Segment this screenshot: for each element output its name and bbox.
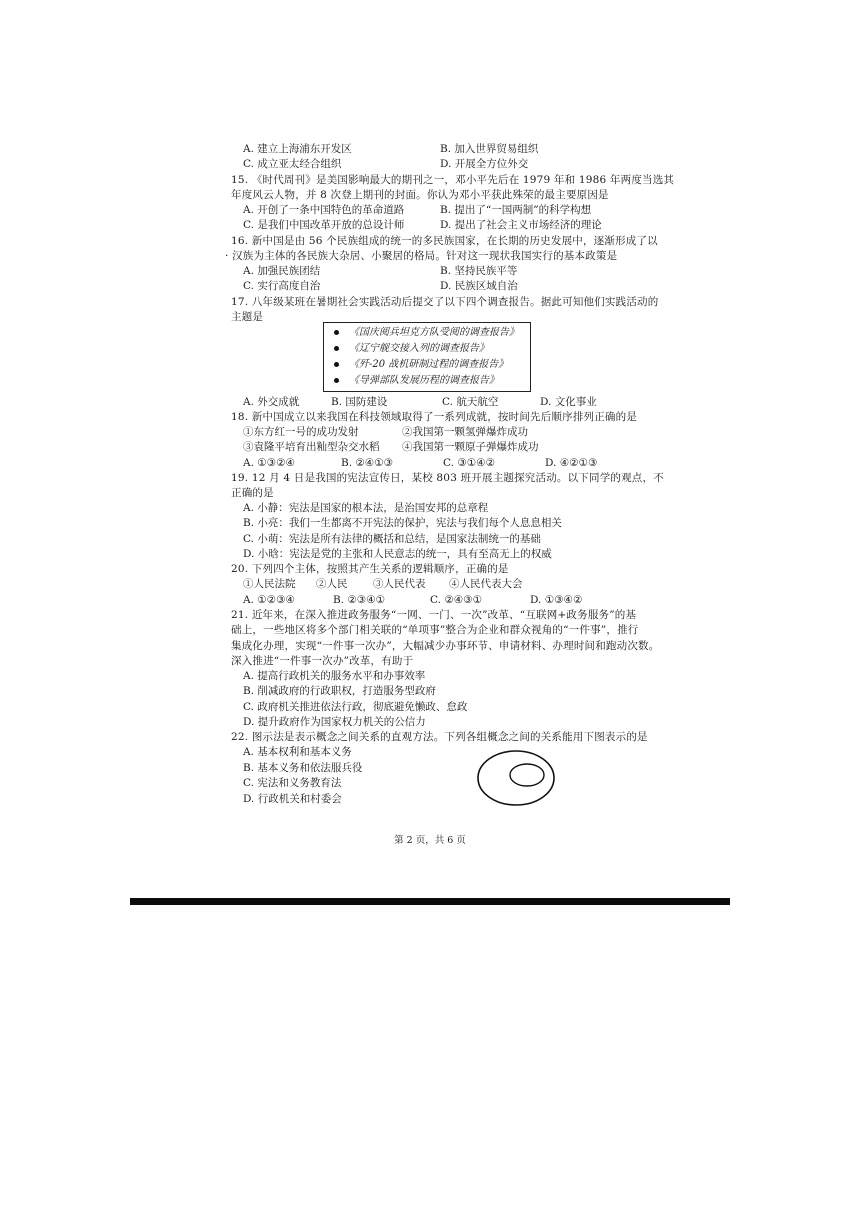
bullet-icon (334, 346, 339, 351)
q18-item-1: ①东方红一号的成功发射 (243, 426, 359, 438)
q21-stem-line4: 深入推进“一件事一次办”改革，有助于 (231, 655, 414, 667)
venn-outer-ellipse (478, 751, 554, 805)
q17-option-a: A. 外交成就 (243, 396, 300, 408)
q17-stem-line1: 17. 八年级某班在暑期社会实践活动后提交了以下四个调查报告。据此可知他们实践活动的 (231, 296, 659, 308)
q16-stem-line2: · 汉族为主体的各民族大杂居、小聚居的格局。针对这一现状我国实行的基本政策是 (225, 250, 618, 262)
q22-venn-diagram (475, 748, 557, 808)
q22-option-a: A. 基本权利和基本义务 (243, 746, 352, 758)
q17-report-4-text: 《导弹部队发展历程的调查报告》 (349, 375, 499, 386)
q15-option-a: A. 开创了一条中国特色的革命道路 (243, 204, 405, 216)
q17-report-1-text: 《国庆阅兵坦克方队受阅的调查报告》 (349, 327, 519, 338)
q18-option-c: C. ③①④② (443, 457, 495, 469)
q20-item-4: ④人民代表大会 (449, 578, 523, 590)
q20-item-1: ①人民法院 (243, 578, 296, 590)
q16-option-c: C. 实行高度自治 (243, 280, 321, 292)
q22-stem-line1: 22. 图示法是表示概念之间关系的直观方法。下列各组概念之间的关系能用下图表示的是 (231, 731, 648, 743)
q21-stem-line1: 21. 近年来，在深入推进政务服务“一网、一门、一次”改革、“互联网+政务服务”的基 (231, 609, 637, 621)
q20-option-b: B. ②③④① (333, 594, 386, 606)
q19-option-b: B. 小亮：我们一生都离不开宪法的保护，宪法与我们每个人息息相关 (243, 517, 562, 529)
q18-item-3: ③袁隆平培育出籼型杂交水稻 (243, 441, 380, 453)
q15-stem-line1: 15. 《时代周刊》是美国影响最大的期刊之一，邓小平先后在 1979 年和 1986 年两度当选其 (231, 174, 675, 186)
q15-option-c: C. 是我们中国改革开放的总设计师 (243, 219, 405, 231)
q21-option-a: A. 提高行政机关的服务水平和办事效率 (243, 670, 426, 682)
q17-report-4 (334, 374, 499, 388)
page-footer: 第 2 页，共 6 页 (394, 835, 466, 846)
q14-option-c: C. 成立亚太经合组织 (243, 158, 342, 170)
q21-option-c: C. 政府机关推进依法行政，彻底避免懒政、怠政 (243, 701, 468, 713)
q16-stem-line1: 16. 新中国是由 56 个民族组成的统一的多民族国家，在长期的历史发展中，逐渐形成了以 (231, 235, 658, 247)
q17-stem-line2: 主题是 (231, 311, 264, 323)
q16-option-a: A. 加强民族团结 (243, 265, 321, 277)
q17-report-3 (334, 358, 508, 372)
q17-option-d: D. 文化事业 (540, 396, 597, 408)
q19-stem-line1: 19. 12 月 4 日是我国的宪法宣传日，某校 803 班开展主题探究活动。以下同学的观点，不 (231, 472, 664, 484)
q17-option-b: B. 国防建设 (331, 396, 388, 408)
q20-option-d: D. ①③④② (530, 594, 583, 606)
q19-option-d: D. 小晗：宪法是党的主张和人民意志的统一，具有至高无上的权威 (243, 548, 552, 560)
q15-option-b: B. 提出了“一国两制”的科学构想 (440, 204, 592, 216)
q16-option-b: B. 坚持民族平等 (440, 265, 518, 277)
q20-option-c: C. ②④③① (430, 594, 482, 606)
q15-stem-line2: 年度风云人物，并 8 次登上期刊的封面。你认为邓小平获此殊荣的最主要原因是 (231, 189, 609, 201)
q15-option-d: D. 提出了社会主义市场经济的理论 (440, 219, 602, 231)
q14-option-d: D. 开展全方位外交 (440, 158, 529, 170)
q17-report-3-text: 《歼-20 战机研制过程的调查报告》 (349, 359, 509, 370)
q18-option-d: D. ④②①③ (545, 457, 598, 469)
bullet-icon (334, 378, 339, 383)
q18-option-a: A. ①③②④ (243, 457, 295, 469)
q22-option-b: B. 基本义务和依法服兵役 (243, 762, 363, 774)
q17-report-box (323, 322, 531, 392)
venn-inner-ellipse (510, 764, 544, 786)
q16-option-d: D. 民族区域自治 (440, 280, 518, 292)
q18-stem-line1: 18. 新中国成立以来我国在科技领域取得了一系列成就，按时间先后顺序排列正确的是 (231, 411, 638, 423)
q18-option-b: B. ②④①③ (341, 457, 394, 469)
q21-option-b: B. 削减政府的行政职权，打造服务型政府 (243, 685, 436, 697)
q22-option-d: D. 行政机关和村委会 (243, 793, 342, 805)
q22-option-c: C. 宪法和义务教育法 (243, 777, 342, 789)
q19-stem-line2: 正确的是 (231, 487, 274, 499)
q18-item-2: ②我国第一颗氢弹爆炸成功 (402, 426, 528, 438)
q19-option-c: C. 小萌：宪法是所有法律的概括和总结，是国家法制统一的基础 (243, 533, 541, 545)
q21-stem-line3: 集成化办理，实现“一件事一次办”，大幅减少办事环节、申请材料、办理时间和跑动次数。 (231, 640, 660, 652)
bullet-icon (334, 362, 339, 367)
q20-option-a: A. ①②③④ (243, 594, 295, 606)
q17-report-2-text: 《辽宁舰交接入列的调查报告》 (349, 343, 489, 354)
page-separator-bar (130, 898, 730, 905)
q20-item-2: ②人民 (316, 578, 348, 590)
q17-option-c: C. 航天航空 (442, 396, 499, 408)
q21-stem-line2: 础上，一些地区将多个部门相关联的“单项事”整合为企业和群众视角的“一件事”，推行 (231, 624, 639, 636)
q17-report-2 (334, 342, 489, 356)
q14-option-b: B. 加入世界贸易组织 (440, 143, 539, 155)
q18-item-4: ④我国第一颗原子弹爆炸成功 (402, 441, 539, 453)
q17-report-1 (334, 326, 519, 340)
q19-option-a: A. 小静：宪法是国家的根本法，是治国安邦的总章程 (243, 502, 489, 514)
q20-stem-line1: 20. 下列四个主体，按照其产生关系的逻辑顺序，正确的是 (231, 563, 509, 575)
q21-option-d: D. 提升政府作为国家权力机关的公信力 (243, 716, 426, 728)
q20-item-3: ③人民代表 (373, 578, 426, 590)
q14-option-a: A. 建立上海浦东开发区 (243, 143, 352, 155)
bullet-icon (334, 330, 339, 335)
